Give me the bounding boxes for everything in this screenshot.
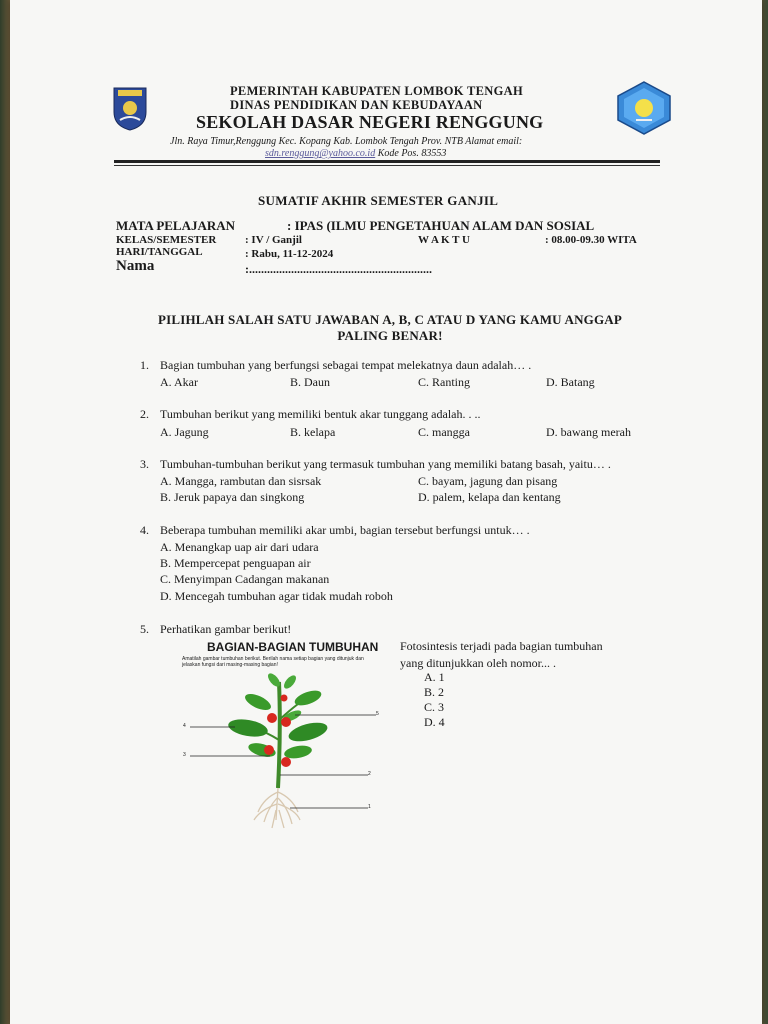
header-government: PEMERINTAH KABUPATEN LOMBOK TENGAH: [230, 84, 523, 98]
q2-option-d[interactable]: D. bawang merah: [546, 425, 631, 439]
figure-label-1: 1: [368, 804, 371, 810]
time-label: W A K T U: [418, 234, 470, 246]
question-2-number: 2.: [140, 407, 149, 421]
date-label: HARI/TANGGAL: [116, 246, 203, 258]
q4-option-c[interactable]: C. Menyimpan Cadangan makanan: [160, 572, 330, 586]
figure-label-4: 4: [183, 723, 186, 729]
question-2-text: Tumbuhan berikut yang memiliki bentuk akar tunggang adalah. . ..: [160, 407, 481, 421]
q2-option-c[interactable]: C. mangga: [418, 425, 470, 439]
question-4-number: 4.: [140, 523, 149, 537]
subject-label: MATA PELAJARAN: [116, 218, 236, 233]
email-link[interactable]: sdn.renggung@yahoo.co.id: [265, 148, 376, 159]
instruction-line-1: PILIHLAH SALAH SATU JAWABAN A, B, C ATAU D YANG KAMU ANGGAP: [157, 312, 623, 327]
q1-option-b[interactable]: B. Daun: [290, 375, 330, 389]
q3-option-a[interactable]: A. Mangga, rambutan dan sisrsak: [160, 474, 322, 488]
school-contact: [265, 148, 446, 159]
q5-option-c[interactable]: C. 3: [424, 700, 445, 714]
header-rule: [114, 160, 660, 163]
time-value: : 08.00-09.30 WITA: [545, 234, 637, 246]
instruction-line-2: PALING BENAR!: [337, 328, 443, 343]
postal-code: Kode Pos. 83553: [377, 148, 447, 159]
q4-option-d[interactable]: D. Mencegah tumbuhan agar tidak mudah roboh: [160, 589, 393, 603]
question-4-text: Beberapa tumbuhan memiliki akar umbi, bagian tersebut berfungsi untuk… .: [160, 523, 530, 537]
q4-option-b[interactable]: B. Mempercepat penguapan air: [160, 556, 311, 570]
class-value: : IV / Ganjil: [245, 234, 302, 246]
q1-option-a[interactable]: A. Akar: [160, 375, 198, 389]
school-address: Jln. Raya Timur,Renggung Kec. Kopang Kab. Lombok Tengah Prov. NTB Alamat email:: [170, 136, 523, 147]
figure-label-5: 5: [376, 711, 379, 717]
q1-option-c[interactable]: C. Ranting: [418, 375, 471, 389]
q2-option-b[interactable]: B. kelapa: [290, 425, 336, 439]
q2-option-a[interactable]: A. Jagung: [160, 425, 209, 439]
q5-option-b[interactable]: B. 2: [424, 685, 445, 699]
q5-option-d[interactable]: D. 4: [424, 715, 445, 729]
question-3-number: 3.: [140, 457, 149, 471]
regency-crest-icon: [110, 84, 150, 132]
header-department: DINAS PENDIDIKAN DAN KEBUDAYAAN: [230, 98, 483, 112]
question-5-prompt-1: Fotosintesis terjadi pada bagian tumbuhan: [400, 639, 603, 653]
name-label: Nama: [116, 258, 155, 274]
question-1-number: 1.: [140, 358, 149, 372]
question-3-text: Tumbuhan-tumbuhan berikut yang termasuk tumbuhan yang memiliki batang basah, yaitu… .: [160, 457, 611, 471]
q3-option-d[interactable]: D. palem, kelapa dan kentang: [418, 490, 561, 504]
header-rule-thin: [114, 165, 660, 166]
q4-option-a[interactable]: A. Menangkap uap air dari udara: [160, 540, 319, 554]
figure-title: BAGIAN-BAGIAN TUMBUHAN: [207, 640, 379, 654]
pepper-plant-illustration: [180, 670, 380, 835]
instruction: [130, 312, 650, 344]
question-5-number: 5.: [140, 622, 149, 636]
q1-option-d[interactable]: D. Batang: [546, 375, 595, 389]
subject-value: : IPAS (ILMU PENGETAHUAN ALAM DAN SOSIAL: [287, 218, 595, 233]
school-emblem-icon: [614, 80, 674, 136]
class-label: KELAS/SEMESTER: [116, 234, 217, 246]
date-value: : Rabu, 11-12-2024: [245, 248, 334, 260]
question-5-prompt-2: yang ditunjukkan oleh nomor... .: [400, 656, 556, 670]
figure-subtitle: Amatilah gambar tumbuhan berikut. Berilah nama setiap bagian yang ditunjuk dan jelaskan fungsi dari masing-masing bagian!: [182, 656, 364, 668]
question-5-text: Perhatikan gambar berikut!: [160, 622, 292, 636]
figure-label-2: 2: [368, 771, 371, 777]
exam-title: SUMATIF AKHIR SEMESTER GANJIL: [258, 193, 499, 208]
figure-label-3: 3: [183, 752, 186, 758]
q3-option-c[interactable]: C. bayam, jagung dan pisang: [418, 474, 558, 488]
question-1-text: Bagian tumbuhan yang berfungsi sebagai tempat melekatnya daun adalah… .: [160, 358, 532, 372]
school-name: SEKOLAH DASAR NEGERI RENGGUNG: [196, 112, 544, 132]
name-field[interactable]: :.............................................................: [245, 262, 432, 276]
q5-option-a[interactable]: A. 1: [424, 670, 445, 684]
q3-option-b[interactable]: B. Jeruk papaya dan singkong: [160, 490, 305, 504]
